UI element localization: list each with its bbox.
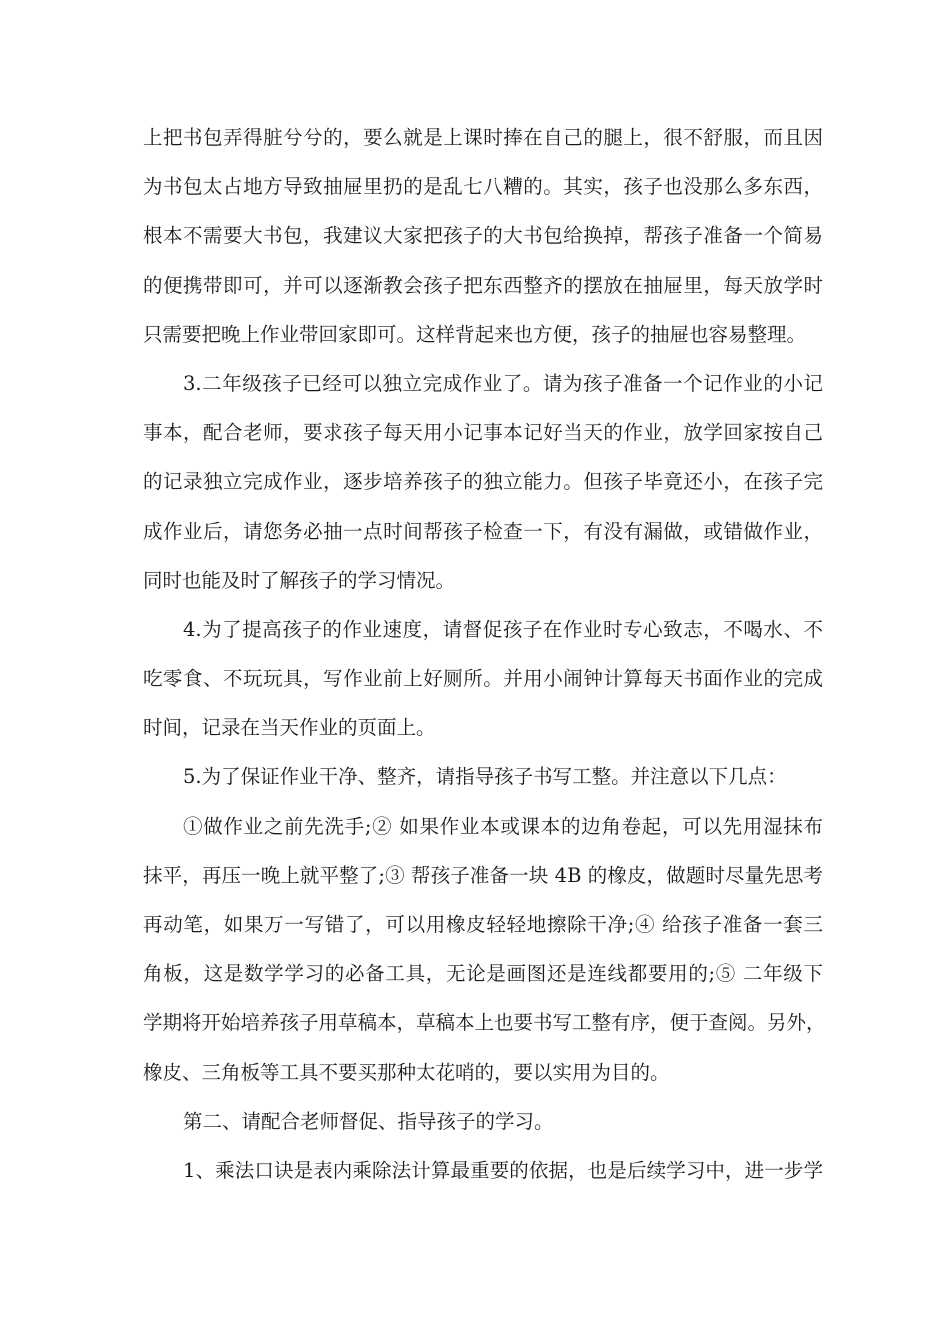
text-line: 为书包太占地方导致抽屉里扔的是乱七八糟的。其实，孩子也没那么多东西， bbox=[143, 175, 823, 199]
text-line: 时间，记录在当天作业的页面上。 bbox=[143, 716, 436, 740]
text-line: 事本，配合老师，要求孩子每天用小记事本记好当天的作业，放学回家按自己 bbox=[143, 421, 823, 445]
text-line: 同时也能及时了解孩子的学习情况。 bbox=[143, 568, 456, 592]
paragraph-start-line: 1、乘法口诀是表内乘除法计算最重要的依据，也是后续学习中，进一步学 bbox=[183, 1158, 823, 1182]
text-line: 学期将开始培养孩子用草稿本，草稿本上也要书写工整有序，便于查阅。另外， bbox=[143, 1011, 826, 1035]
text-line: 上把书包弄得脏兮兮的，要么就是上课时捧在自己的腿上，很不舒服，而且因 bbox=[143, 126, 823, 149]
paragraph-start-line: 5.为了保证作业干净、整齐，请指导孩子书写工整。并注意以下几点： bbox=[183, 765, 787, 789]
text-line: 只需要把晚上作业带回家即可。这样背起来也方便，孩子的抽屉也容易整理。 bbox=[143, 322, 807, 346]
text-line: 的便携带即可，并可以逐渐教会孩子把东西整齐的摆放在抽屉里，每天放学时 bbox=[143, 273, 823, 297]
text-line: 抹平，再压一晚上就平整了;③ 帮孩子准备一块 4B 的橡皮，做题时尽量先思考 bbox=[143, 863, 823, 887]
text-line: 橡皮、三角板等工具不要买那种太花哨的，要以实用为目的。 bbox=[143, 1060, 670, 1084]
section-heading-line: 第二、请配合老师督促、指导孩子的学习。 bbox=[183, 1109, 554, 1133]
paragraph-start-line: 4.为了提高孩子的作业速度，请督促孩子在作业时专心致志，不喝水、不 bbox=[183, 617, 823, 641]
text-line: 成作业后，请您务必抽一点时间帮孩子检查一下，有没有漏做，或错做作业， bbox=[143, 519, 823, 543]
paragraph-start-line: ①做作业之前先洗手;② 如果作业本或课本的边角卷起，可以先用湿抹布 bbox=[183, 814, 823, 838]
text-line: 的记录独立完成作业，逐步培养孩子的独立能力。但孩子毕竟还小，在孩子完 bbox=[143, 470, 823, 494]
text-line: 再动笔，如果万一写错了，可以用橡皮轻轻地擦除干净;④ 给孩子准备一套三 bbox=[143, 913, 823, 936]
text-line: 吃零食、不玩玩具，写作业前上好厕所。并用小闹钟计算每天书面作业的完成 bbox=[143, 667, 823, 691]
text-line: 根本不需要大书包，我建议大家把孩子的大书包给换掉，帮孩子准备一个简易 bbox=[143, 224, 823, 248]
text-line: 角板，这是数学学习的必备工具，无论是画图还是连线都要用的;⑤ 二年级下 bbox=[143, 962, 823, 986]
document-body bbox=[143, 118, 826, 1200]
paragraph-start-line: 3.二年级孩子已经可以独立完成作业了。请为孩子准备一个记作业的小记 bbox=[183, 371, 823, 395]
